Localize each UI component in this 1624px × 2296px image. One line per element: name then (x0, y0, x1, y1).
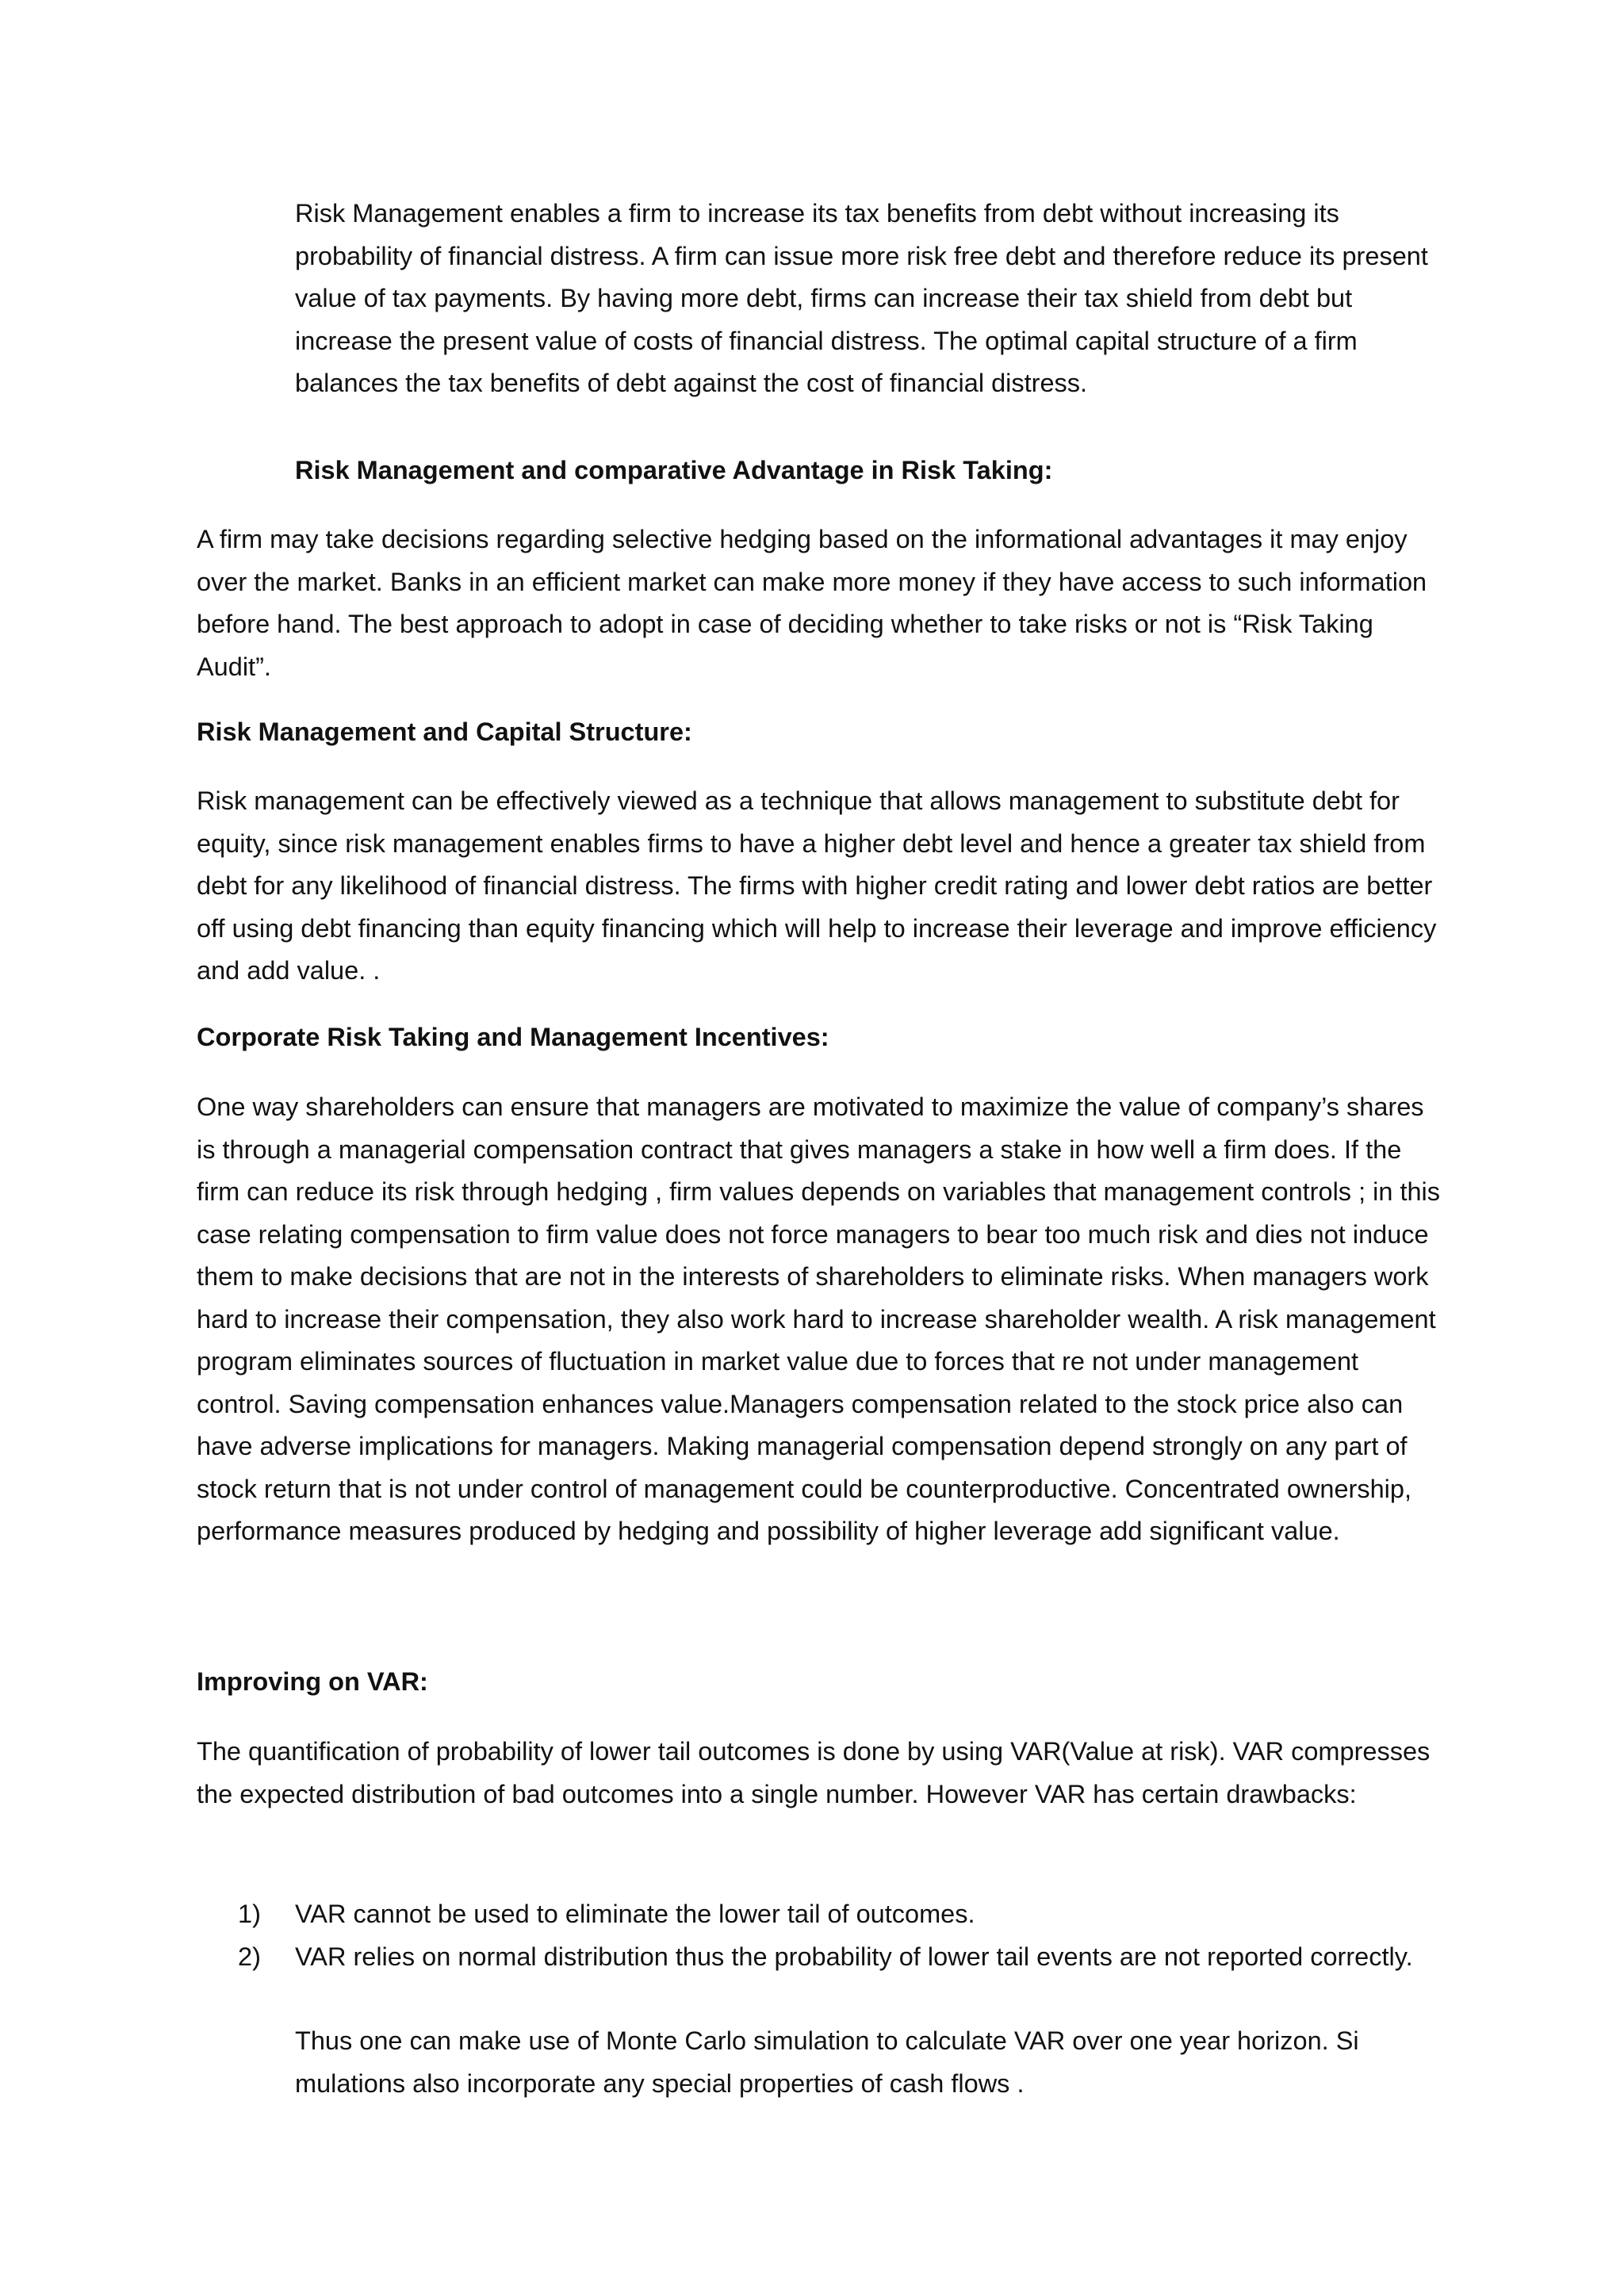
improving-var-heading: Improving on VAR: (197, 1667, 428, 1696)
management-incentives-heading: Corporate Risk Taking and Management Incentives: (197, 1023, 829, 1051)
var-paragraph: The quantification of probability of lower tail outcomes is done by using VAR(Value at risk). VAR compresses the expected distribution of bad outcomes into a single number. However VAR has certain drawbacks: (197, 1737, 1431, 1808)
capital-structure-paragraph: Risk management can be effectively viewed as a technique that allows management to substitute debt for equity, since risk management enables firms to have a higher debt level and hence a greater tax shield from debt for any likelihood of financial distress. The firms with higher credit rating and lower debt ratios are better off using debt financing than equity financing which will help to increase their leverage and improve efficiency and add value. . (197, 786, 1437, 985)
comparative-advantage-paragraph: A firm may take decisions regarding selective hedging based on the informational advantages it may enjoy over the market. Banks in an efficient market can make more money if they have access to such information before hand. The best approach to adopt in case of deciding whether to take risks or not is “Risk Taking Audit”. (197, 525, 1427, 681)
management-incentives-paragraph: One way shareholders can ensure that managers are motivated to maximize the value of company’s shares is through a managerial compensation contract that gives managers a stake in how well a firm does. If the firm can reduce its risk through hedging , firm values depends on variables that management controls ; in this case relating compensation to firm value does not force managers to bear too much risk and dies not induce them to make decisions that are not in the interests of shareholders to eliminate risks. When managers work hard to increase their compensation, they also work hard to increase shareholder wealth. A risk management program eliminates sources of fluctuation in market value due to forces that re not under management control. Saving compensation enhances value.Managers compensation related to the stock price also can have adverse implications for managers. Making managerial compensation depend strongly on any part of stock return that is not under control of management could be counterproductive. Concentrated ownership, performance measures produced by hedging and possibility of higher leverage add significant value. (197, 1093, 1441, 1545)
intro-paragraph: Risk Management enables a firm to increase its tax benefits from debt without increasing its probability of financial distress. A firm can issue more risk free debt and therefore reduce its present value of tax payments. By having more debt, firms can increase their tax shield from debt but increase the present value of costs of financial distress. The optimal capital structure of a firm balances the tax benefits of debt against the cost of financial distress. (295, 199, 1428, 397)
list-item-number: 2) (238, 1942, 261, 1971)
capital-structure-heading: Risk Management and Capital Structure: (197, 718, 692, 746)
list-item-number: 1) (238, 1900, 261, 1928)
list-item-text: VAR cannot be used to eliminate the lower tail of outcomes. (295, 1900, 975, 1928)
closing-paragraph: Thus one can make use of Monte Carlo simulation to calculate VAR over one year horizon. Si mulations also incorporate any special properties of cash flows . (295, 2026, 1359, 2098)
comparative-advantage-heading: Risk Management and comparative Advantage in Risk Taking: (295, 456, 1053, 484)
list-item-text: VAR relies on normal distribution thus the probability of lower tail events are not reported correctly. (295, 1942, 1413, 1971)
